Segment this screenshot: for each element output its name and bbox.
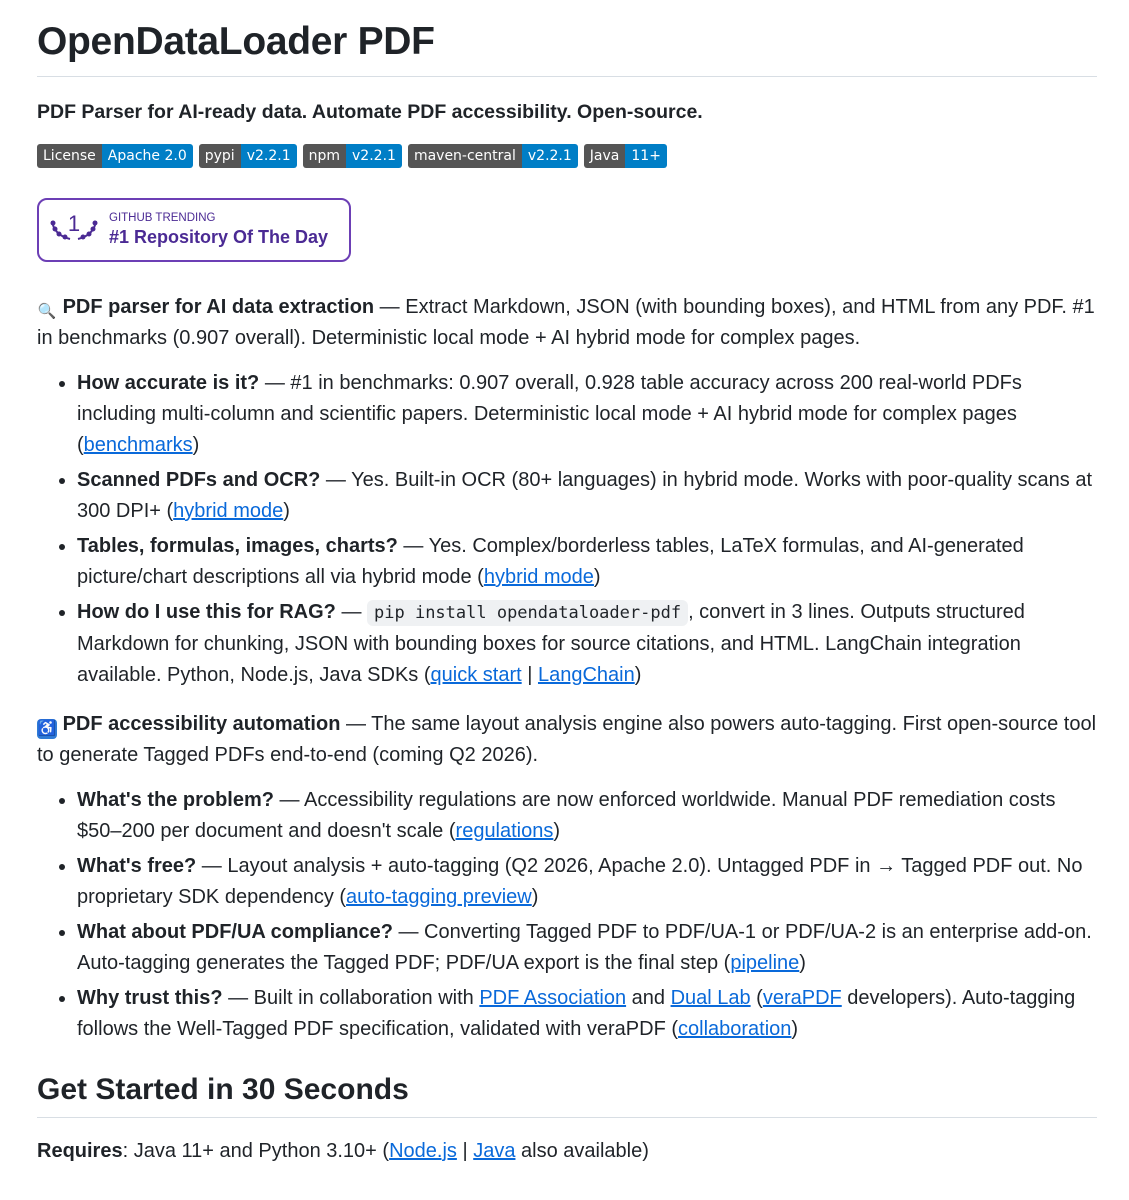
bold-text: How accurate is it?: [77, 372, 260, 394]
badge-label: License: [37, 144, 102, 168]
magnifier-icon: 🔍: [37, 303, 57, 320]
text: ): [553, 820, 561, 842]
badge-license[interactable]: [37, 144, 193, 168]
trending-label: GITHUB TRENDING: [109, 212, 216, 224]
text: developers). Auto-tagging follows the Well-Tagged PDF specification, validated with veraPDF (: [77, 987, 1076, 1040]
text: — #1 in benchmarks: 0.907 overall, 0.928 table accuracy across 200 real-world PDFs including multi-column and scientific papers. Deterministic local mode + AI hybrid mode for complex pages (: [77, 372, 1022, 456]
get-started-heading: Get Started in 30 Seconds: [37, 1073, 1097, 1118]
badge-label: npm: [303, 144, 346, 168]
bold-text: PDF accessibility automation: [62, 713, 341, 735]
section-accessibility-intro: [37, 709, 1097, 771]
list-item: [77, 531, 1097, 593]
text: ): [634, 664, 642, 686]
badge-value: v2.2.1: [346, 144, 402, 168]
page-title: OpenDataLoader PDF: [37, 0, 1097, 77]
text: ): [283, 500, 290, 522]
trending-title: #1 Repository Of The Day: [109, 227, 329, 247]
link-pdf-association[interactable]: PDF Association: [479, 987, 627, 1009]
text: —: [335, 601, 368, 623]
bold-text: What's the problem?: [77, 789, 274, 811]
inline-code: pip install opendataloader-pdf: [367, 600, 688, 626]
list-item: [77, 465, 1097, 527]
list-item: [77, 368, 1097, 461]
badge-value: 11+: [625, 144, 667, 168]
bold-text: What about PDF/UA compliance?: [77, 921, 393, 943]
text: ): [192, 434, 200, 456]
text: (: [750, 987, 763, 1009]
link-hybrid-mode[interactable]: hybrid mode: [173, 500, 284, 522]
rank-number: 1: [67, 211, 81, 236]
badge-value: v2.2.1: [522, 144, 578, 168]
badge-value: v2.2.1: [241, 144, 297, 168]
text: |: [521, 664, 538, 686]
badges: [37, 144, 1097, 168]
link-benchmarks[interactable]: benchmarks: [83, 434, 193, 456]
text: ): [791, 1018, 799, 1040]
badge-maven[interactable]: [408, 144, 578, 168]
text: , convert in 3 lines. Outputs structured Markdown for chunking, JSON with bounding boxes for source citations, and HTML. LangChain integration available. Python, Node.js, Java SDKs (: [77, 601, 1025, 686]
bold-text: Requires: [37, 1140, 123, 1162]
requirements: [37, 1140, 1097, 1163]
bold-text: PDF parser for AI data extraction: [62, 296, 375, 318]
badge-java[interactable]: [584, 144, 667, 168]
list-item: [77, 851, 1097, 913]
link-langchain[interactable]: LangChain: [537, 664, 635, 686]
bold-text: What's free?: [77, 855, 197, 877]
laurel-icon: [39, 211, 109, 243]
badge-label: maven-central: [408, 144, 522, 168]
link-dual-lab[interactable]: Dual Lab: [670, 987, 751, 1009]
text: and: [626, 987, 671, 1009]
text: — The same layout analysis engine also powers auto-tagging. First open-source tool to generate Tagged PDFs end-to-end (coming Q2 2026).: [37, 713, 1097, 766]
bold-text: Tables, formulas, images, charts?: [77, 535, 398, 557]
list-item: [77, 983, 1097, 1045]
text: |: [456, 1140, 474, 1162]
bold-text: Why trust this?: [77, 987, 223, 1009]
badge-value: Apache 2.0: [102, 144, 193, 168]
text: ): [531, 886, 539, 908]
link-node-js[interactable]: Node.js: [389, 1140, 457, 1162]
list-item: [77, 785, 1097, 847]
text: ): [593, 566, 601, 588]
tagline: PDF Parser for AI-ready data. Automate PDF accessibility. Open-source.: [37, 101, 703, 123]
link-verapdf[interactable]: veraPDF: [762, 987, 842, 1009]
link-regulations[interactable]: regulations: [455, 820, 554, 842]
list-item: [77, 917, 1097, 979]
text: — Accessibility regulations are now enforced worldwide. Manual PDF remediation costs $50–200 per document and doesn't scale (: [77, 789, 1056, 842]
text: — Converting Tagged PDF to PDF/UA-1 or PDF/UA-2 is an enterprise add-on. Auto-tagging generates the Tagged PDF; PDF/UA export is the final step (: [77, 921, 1092, 974]
link-auto-tagging-preview[interactable]: auto-tagging preview: [346, 886, 532, 908]
text: — Extract Markdown, JSON (with bounding boxes), and HTML from any PDF. #1 in benchmarks (0.907 overall). Deterministic local mode + AI hybrid mode for complex pages.: [37, 296, 1095, 349]
link-pipeline[interactable]: pipeline: [730, 952, 800, 974]
link-quick-start[interactable]: quick start: [430, 664, 522, 686]
badge-label: pypi: [199, 144, 241, 168]
text: — Yes. Complex/borderless tables, LaTeX formulas, and AI-generated picture/chart descriptions all via hybrid mode (: [77, 535, 1024, 588]
text: : Java 11+ and Python 3.10+ (: [122, 1140, 390, 1162]
bold-text: How do I use this for RAG?: [77, 601, 336, 623]
bold-text: Scanned PDFs and OCR?: [77, 469, 321, 491]
link-java[interactable]: Java: [473, 1140, 516, 1162]
text: — Yes. Built-in OCR (80+ languages) in hybrid mode. Works with poor-quality scans at 300 DPI+ (: [77, 469, 1093, 522]
section-extraction-intro: [37, 292, 1097, 354]
link-hybrid-mode[interactable]: hybrid mode: [483, 566, 594, 588]
extraction-faq-list: [37, 368, 1097, 691]
accessibility-faq-list: [37, 785, 1097, 1045]
badge-npm[interactable]: [303, 144, 402, 168]
link-collaboration[interactable]: collaboration: [678, 1018, 792, 1040]
badge-pypi[interactable]: [199, 144, 297, 168]
text: ): [799, 952, 806, 974]
text: — Layout analysis + auto-tagging (Q2 2026, Apache 2.0). Untagged PDF in → Tagged PDF out. No proprietary SDK dependency (: [77, 855, 1083, 908]
github-trending-badge[interactable]: [37, 198, 351, 262]
text: — Built in collaboration with: [222, 987, 480, 1009]
badge-label: Java: [584, 144, 626, 168]
list-item: [77, 597, 1097, 691]
text: also available): [515, 1140, 649, 1162]
accessibility-icon: ♿: [37, 720, 57, 737]
